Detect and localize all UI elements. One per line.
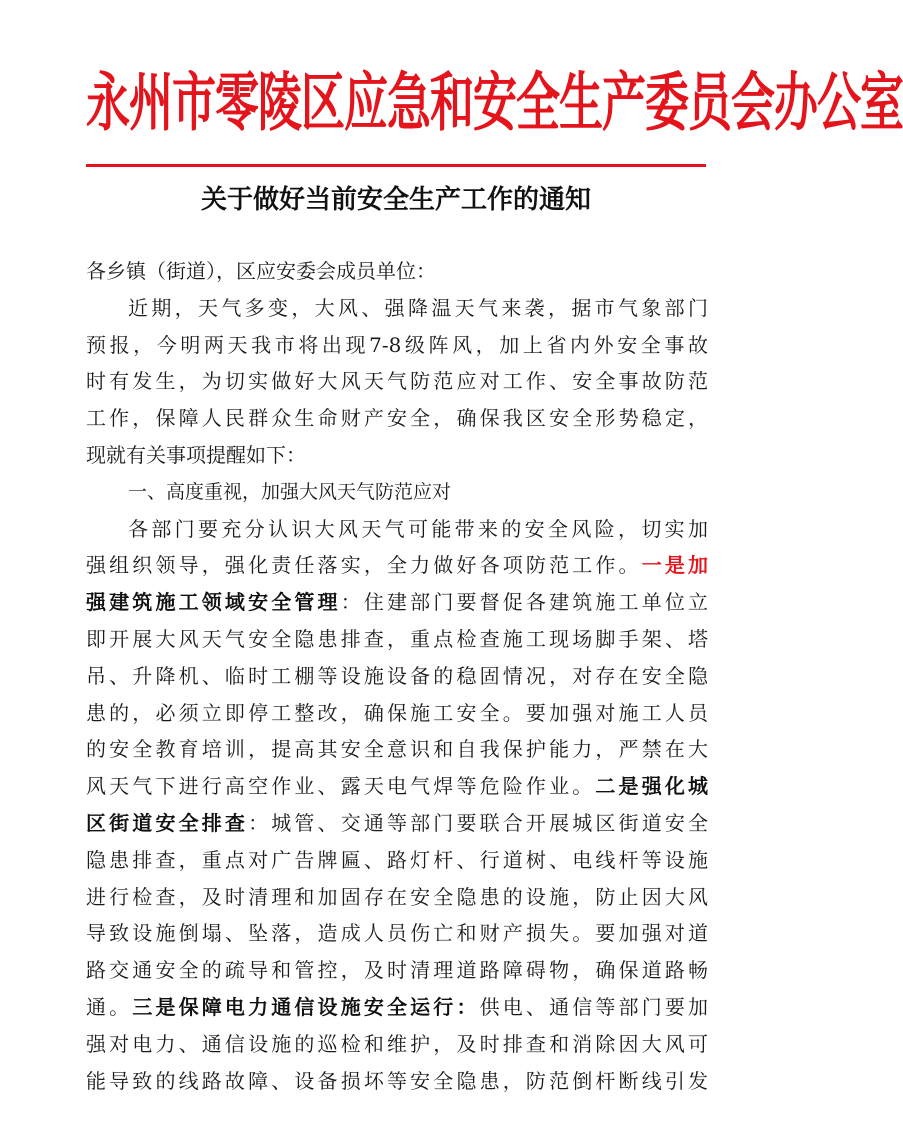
body-line	[86, 547, 708, 584]
text-run: 近期，天气多变，大风、强降温天气来袭，据市气象部门	[128, 295, 708, 320]
body-line	[86, 437, 708, 474]
body-line	[86, 879, 708, 916]
text-run: ：城管、交通等部门要联合开展城区街道安全	[248, 810, 709, 835]
body-line	[86, 658, 708, 695]
body-line	[86, 400, 708, 437]
body-line	[86, 695, 708, 732]
body-line	[86, 842, 708, 879]
text-run: 强对电力、通信设施的巡检和维护，及时排查和消除因大风可	[86, 1031, 708, 1056]
body-line	[86, 290, 708, 327]
text-run: 各乡镇（街道），区应安委会成员单位：	[86, 259, 436, 283]
body-line	[86, 1063, 708, 1100]
body-line	[86, 768, 708, 805]
letterhead-red-rule	[86, 164, 706, 167]
body-line	[86, 1026, 708, 1063]
text-run: 现就有关事项提醒如下：	[86, 442, 306, 467]
text-run: 导致设施倒塌、坠落，造成人员伤亡和财产损失。要加强对道	[86, 921, 708, 946]
text-run: 能导致的线路故障、设备损坏等安全隐患，防范倒杆断线引发	[86, 1068, 708, 1093]
text-run: 隐患排查，重点对广告牌匾、路灯杆、行道树、电线杆等设施	[86, 847, 708, 872]
bold-emphasis: 三是保障电力通信设施安全运行：	[132, 994, 480, 1019]
body-line	[86, 511, 708, 548]
text-run: 患的，必须立即停工整改，确保施工安全。要加强对施工人员	[86, 700, 708, 725]
text-run: 路交通安全的疏导和管控，及时清理道路障碍物，确保道路畅	[86, 958, 708, 983]
letterhead-org-name: 永州市零陵区应急和安全生产委员会办公室	[86, 66, 903, 141]
body-line	[86, 731, 708, 768]
body-line	[86, 805, 708, 842]
text-run: 一、高度重视，加强大风天气防范应对	[128, 480, 452, 503]
body-line	[86, 363, 708, 400]
body-line	[86, 584, 708, 621]
text-run: 的安全教育培训，提高其安全意识和自我保护能力，严禁在大	[86, 737, 708, 762]
text-run: 强组织领导，强化责任落实，全力做好各项防范工作。	[86, 553, 642, 578]
bold-emphasis: 强建筑施工领域安全管理	[86, 590, 341, 615]
body-line	[86, 915, 708, 952]
text-run: 即开展大风天气安全隐患排查，重点检查施工现场脚手架、塔	[86, 626, 708, 651]
text-run: 预报，今明两天我市将出现7-8级阵风，加上省内外安全事故	[86, 332, 708, 357]
text-run: 吊、升降机、临时工棚等设施设备的稳固情况，对存在安全隐	[86, 663, 708, 688]
text-run: 供电、通信等部门要加	[479, 994, 709, 1019]
body-line	[86, 989, 708, 1026]
body-line	[86, 621, 708, 658]
document-body	[86, 253, 708, 1099]
body-line	[86, 327, 708, 364]
bold-emphasis: 二是强化城	[595, 774, 709, 799]
text-run: 风天气下进行高空作业、露天电气焊等危险作业。	[86, 774, 596, 799]
text-run: 时有发生，为切实做好大风天气防范应对工作、安全事故防范	[86, 369, 708, 394]
body-line	[86, 952, 708, 989]
text-run: 工作，保障人民群众生命财产安全，确保我区安全形势稳定，	[86, 406, 708, 431]
bold-emphasis: 一是加	[641, 553, 709, 578]
text-run: 通。	[86, 994, 133, 1019]
body-line	[86, 253, 708, 290]
bold-emphasis: 区街道安全排查	[86, 810, 249, 835]
letterhead	[86, 54, 903, 154]
section-heading	[86, 474, 708, 511]
text-run: 进行检查，及时清理和加固存在安全隐患的设施，防止因大风	[86, 884, 708, 909]
document-title: 关于做好当前安全生产工作的通知	[200, 185, 591, 215]
text-run: ：住建部门要督促各建筑施工单位立	[340, 590, 709, 615]
text-run: 各部门要充分认识大风天气可能带来的安全风险，切实加	[128, 516, 708, 541]
